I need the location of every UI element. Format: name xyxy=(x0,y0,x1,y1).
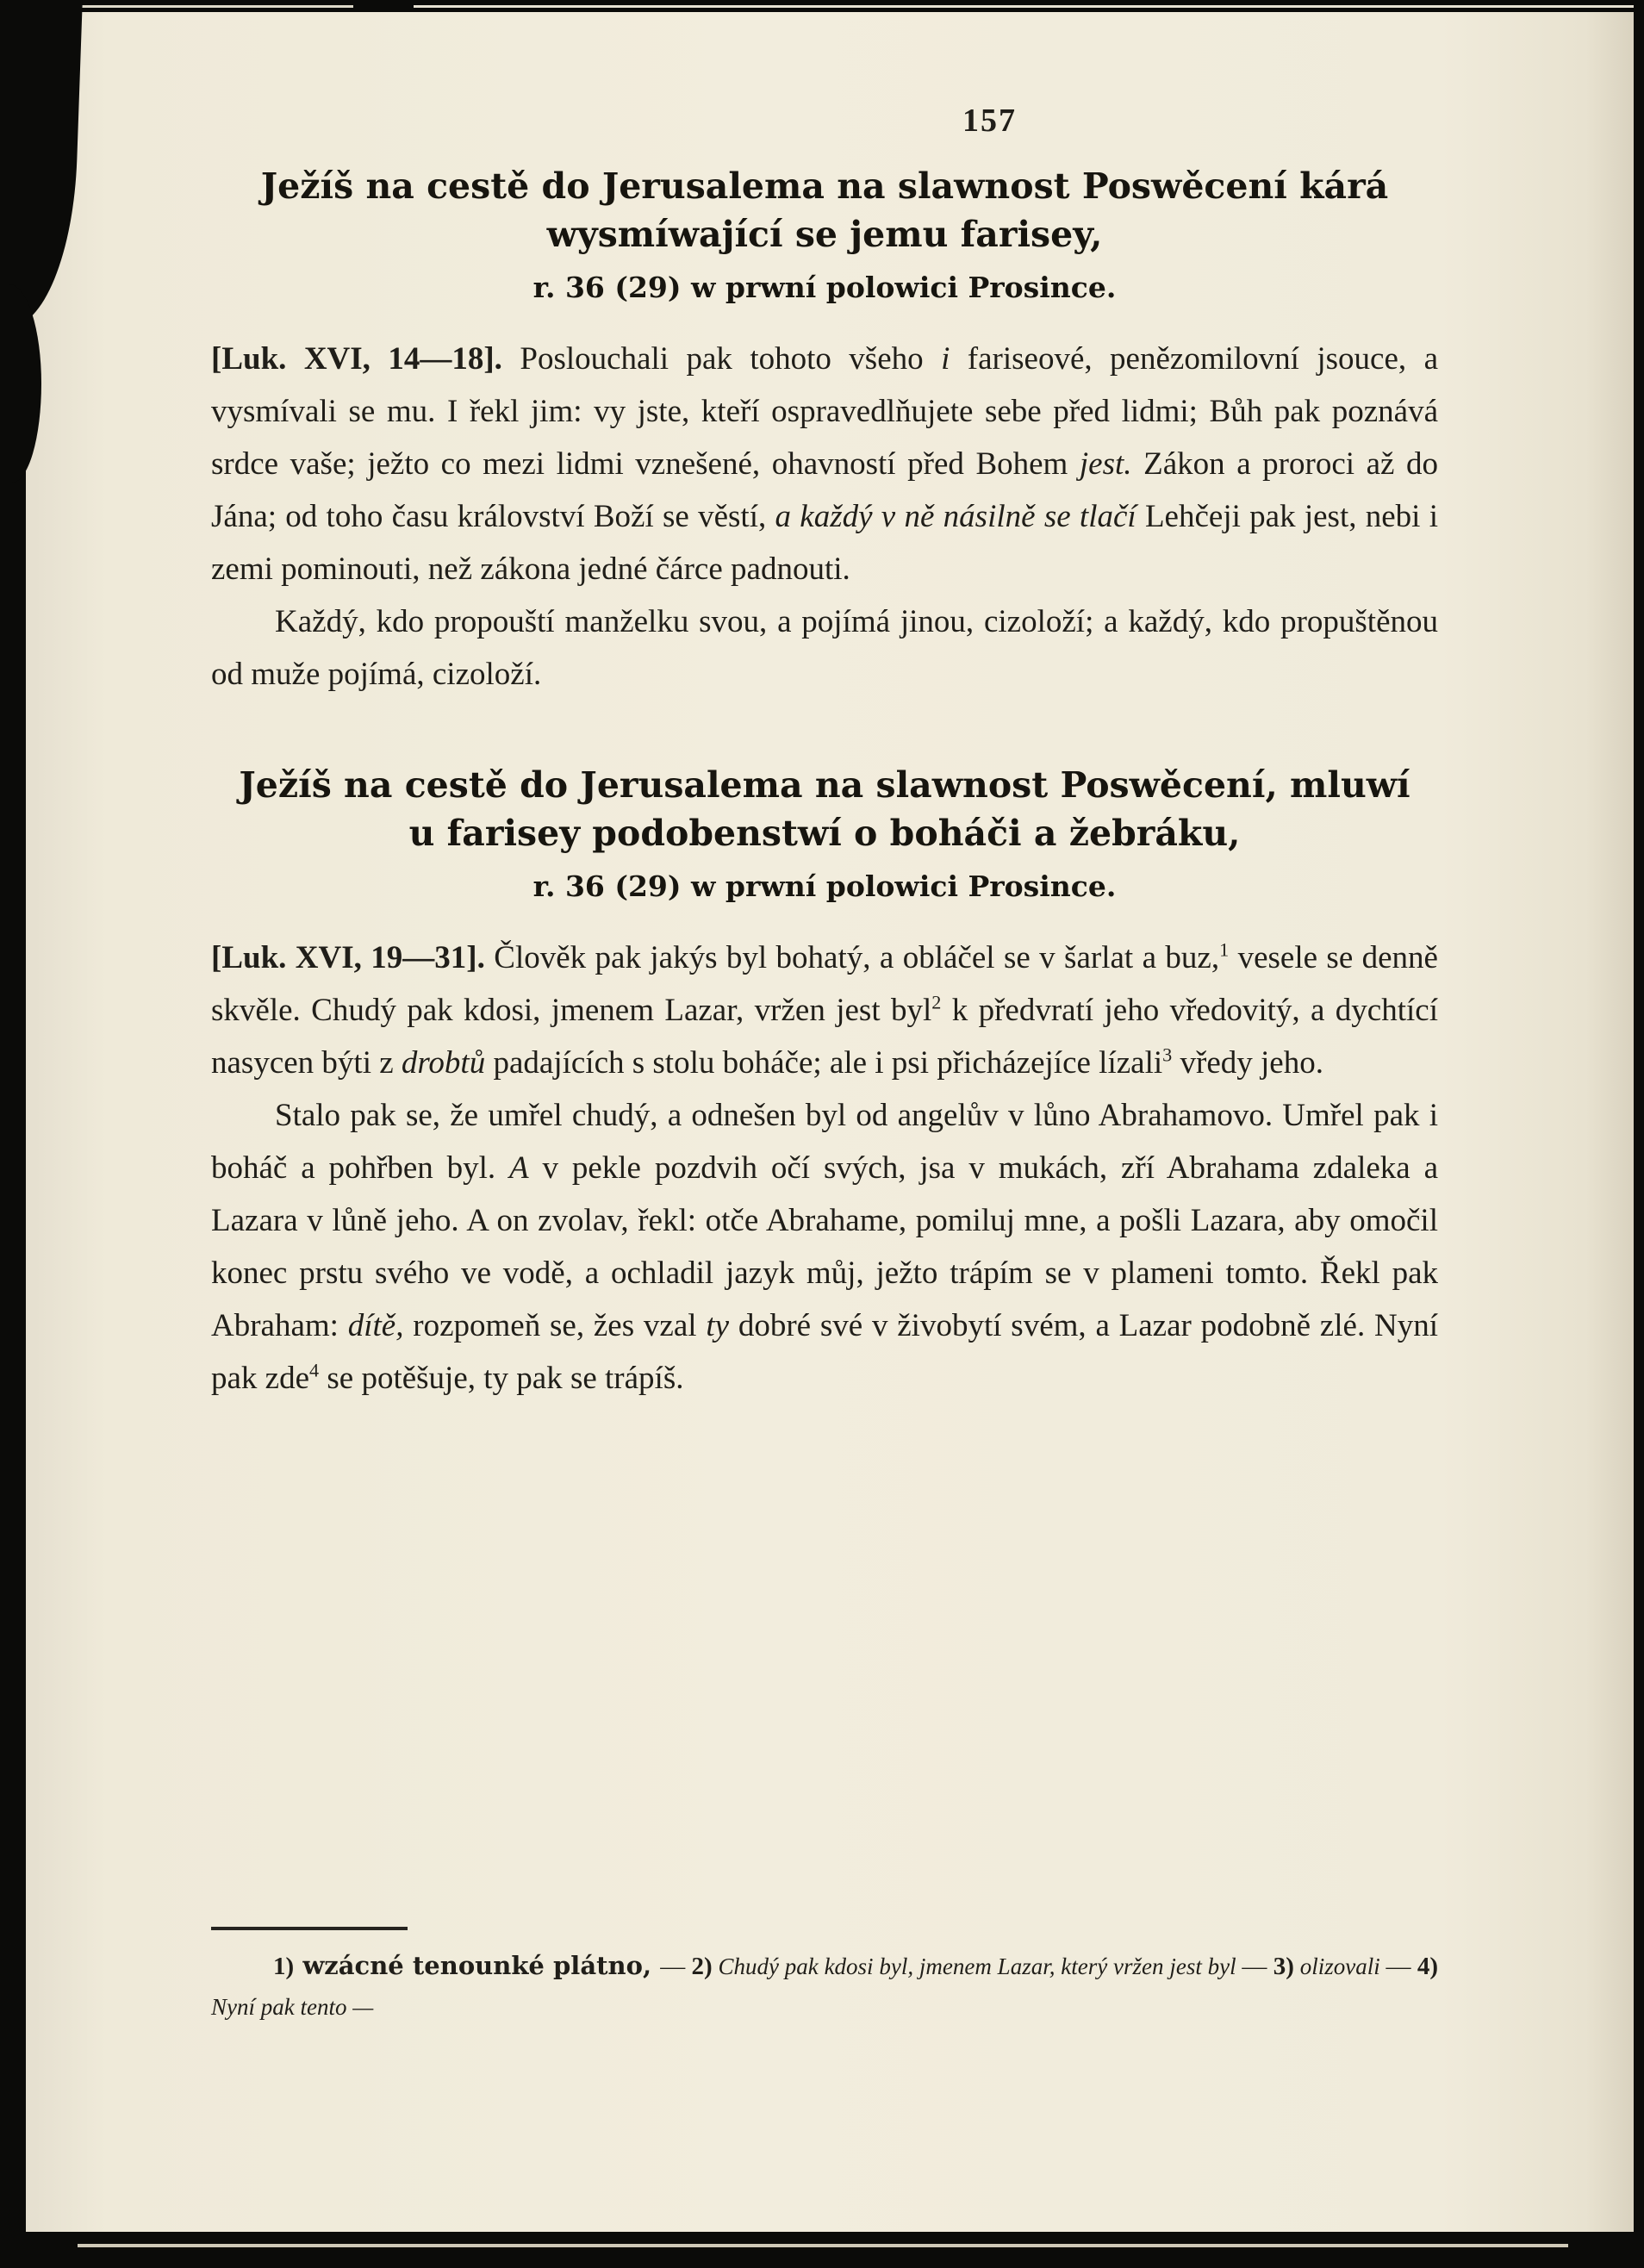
scan-artifact-top-line-right xyxy=(414,5,1634,8)
footnote-term: Nyní pak tento — xyxy=(211,1994,374,2020)
footnote-marker: 1 xyxy=(1219,938,1230,961)
section-luke-16-14 xyxy=(211,162,1438,701)
body-text: padajících s stolu boháče; ale i psi přicházejíce lízali xyxy=(485,1045,1163,1081)
footnote-marker: 4 xyxy=(309,1359,320,1381)
body-text: fariseové, penězomilovní jsouce, a vysmívali se mu. I řekl jim: vy jste, kteří ospravedlňujete sebe před lidmi; Bůh pak poznává srdce vaše; ježto co mezi lidmi vznešené, ohavností před Bohem xyxy=(211,341,1438,482)
footnote-number: 2) xyxy=(691,1953,713,1980)
emphasized-text: ty xyxy=(706,1308,730,1343)
scan-artifact-bottom-line xyxy=(78,2244,1568,2247)
heading-line-1: Ježíš na cestě do Jerusalema na slawnost Poswěcení kárá xyxy=(260,165,1389,207)
section-dateline: r. 36 (29) w prwní polowici Prosince. xyxy=(532,271,1117,304)
emphasized-text: a každý v ně násilně se tlačí xyxy=(775,499,1136,534)
footnote-number: 3) xyxy=(1273,1953,1294,1980)
heading-line-1: Ježíš na cestě do Jerusalema na slawnost Poswěcení, mluwí xyxy=(239,764,1410,806)
scripture-reference: [Luk. XVI, 14—18]. xyxy=(211,341,502,377)
footnote-marker: 2 xyxy=(931,991,942,1013)
footnote-block xyxy=(211,1927,1438,2028)
scan-artifact-right-edge xyxy=(1634,0,1644,2268)
body-text: vesele se denně skvěle. Chudý pak kdosi, jmenem Lazar, vržen jest byl xyxy=(211,940,1438,1028)
emphasized-text: drobtů xyxy=(401,1045,486,1081)
emphasized-text: i xyxy=(941,341,950,377)
footnote-separator: — xyxy=(1242,1953,1273,1980)
paragraph xyxy=(211,932,1438,1089)
body-text: Lehčeji pak jest, nebi i zemi pominouti, než zákona jedné čárce padnouti. xyxy=(211,499,1438,587)
heading-line-2: wysmíwající se jemu farisey, xyxy=(546,214,1103,255)
footnote-number: 4) xyxy=(1417,1953,1439,1980)
emphasized-text: A xyxy=(509,1150,529,1186)
footnote-divider xyxy=(211,1927,408,1930)
paragraph xyxy=(211,333,1438,595)
body-text: Zákon a proroci až do Jána; od toho času království Boží se věstí, xyxy=(211,446,1438,534)
body-text: dobré své v živobytí svém, a Lazar podobně zlé. Nyní pak zde xyxy=(211,1308,1439,1396)
page-content xyxy=(211,102,1439,2020)
footnote-term: olizovali xyxy=(1293,1953,1386,1979)
footnote-term: wzácné tenounké plátno, xyxy=(294,1951,661,1980)
body-text: Člověk pak jakýs byl bohatý, a obláčel se v šarlat a buz, xyxy=(484,940,1220,975)
heading-line-2: u farisey podobenstwí o boháči a žebráku, xyxy=(408,813,1241,854)
footnote-number: 1) xyxy=(273,1953,295,1980)
paragraph: Každý, kdo propouští manželku svou, a pojímá jinou, cizoloží; a každý, kdo propuštěnou od muže pojímá, cizoloží. xyxy=(211,604,1438,692)
emphasized-text: dítě, xyxy=(347,1308,404,1343)
section-heading xyxy=(211,162,1438,259)
body-text: Poslouchali pak tohoto všeho xyxy=(501,341,942,377)
body-text: Stalo pak se, že umřel chudý, a odnešen byl od angelův v lůno Abrahamovo. Umřel pak i boháč a pohřben byl. xyxy=(211,1098,1438,1186)
page-number: 157 xyxy=(962,103,1017,139)
scan-artifact-top-line-left xyxy=(52,5,353,8)
footnote-text xyxy=(211,1946,1438,2028)
footnote-marker: 3 xyxy=(1162,1044,1173,1066)
scripture-reference: [Luk. XVI, 19—31]. xyxy=(211,940,485,975)
section-heading xyxy=(211,761,1438,857)
footnote-separator: — xyxy=(1386,1953,1417,1980)
section-luke-16-19 xyxy=(211,761,1438,1405)
emphasized-text: jest. xyxy=(1079,446,1132,482)
footnote-separator: — xyxy=(660,1953,692,1980)
body-text: se potěšuje, ty pak se trápíš. xyxy=(319,1361,684,1396)
paragraph xyxy=(211,1089,1438,1405)
section-dateline: r. 36 (29) w prwní polowici Prosince. xyxy=(532,869,1117,903)
body-text: rozpomeň se, žes vzal xyxy=(403,1308,707,1343)
body-text: k předvratí jeho vředovitý, a dychtící nasycen býti z xyxy=(211,993,1438,1081)
body-text: vředy jeho. xyxy=(1172,1045,1323,1081)
body-text: v pekle pozdvih očí svých, jsa v mukách, zří Abrahama zdaleka a Lazara v lůně jeho. A on zvolav, řekl: otče Abrahame, pomiluj mne, a pošli Lazara, aby omočil konec prstu svého ve vodě, a ochladil jazyk můj, ježto trápím se v plameni tomto. Řekl pak Abraham: xyxy=(211,1150,1438,1343)
footnote-term: Chudý pak kdosi byl, jmenem Lazar, který vržen jest byl xyxy=(712,1953,1242,1979)
text-block xyxy=(211,162,1438,1405)
